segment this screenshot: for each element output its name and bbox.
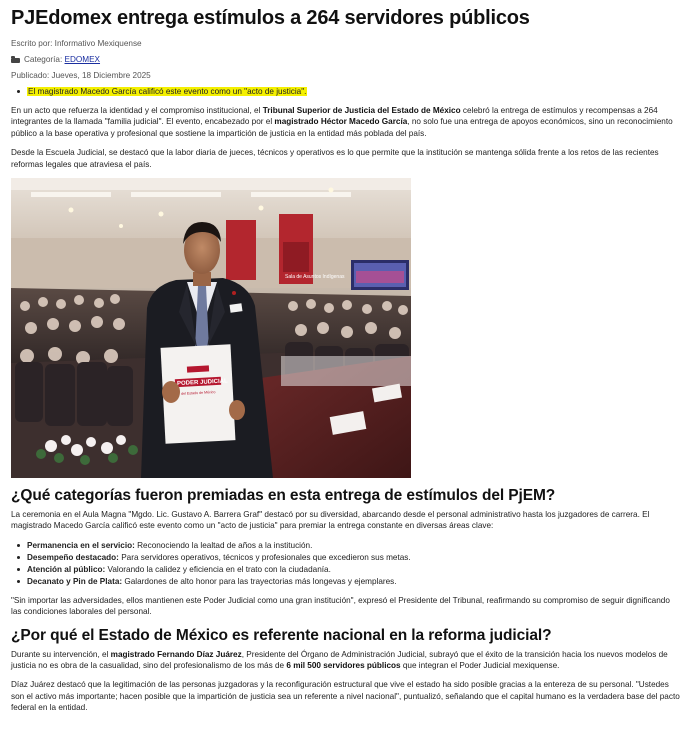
paragraph-quote: "Sin importar las adversidades, ellos mantienen este Poder Judicial como una gran institución", expresó el Presidente del Tribunal, reafirmando su compromiso de seguir dignificando las condiciones laborales del personal. (11, 595, 670, 617)
category-link[interactable]: EDOMEX (64, 55, 101, 64)
folder-icon (11, 56, 20, 63)
categories-list (11, 540, 680, 588)
banner-text: Sala de Asuntos Indígenas (285, 274, 345, 281)
paragraph-legitimation: Díaz Juárez destacó que la legitimación de las personas juzgadoras y la reconfiguración estructural que vive el estado ha sido posible gracias a la entereza de su personal. "Ustedes son el activo más importante; hacen posible que la impartición de justicia sea un referente a nivel nacional", puntualizó, señalando que el capital humano es la verdadera base del pacto federal en la entidad. (11, 680, 680, 713)
folder-subtitle: del Estado de México (180, 390, 216, 396)
article-category (11, 54, 680, 65)
folder-title: PODER JUDICIAL (176, 378, 228, 388)
category-item: Decanato y Pin de Plata: Galardones de alto honor para las trayectorias más longevas y ejemplares. (11, 576, 680, 588)
highlighted-text: El magistrado Macedo García calificó este evento como un "acto de justicia". (28, 87, 307, 96)
ceremony-photo (11, 178, 411, 478)
paragraph-intervention: Durante su intervención, el magistrado Fernando Díaz Juárez, Presidente del Órgano de Administración Judicial, subrayó que el éxito de la transición hacia los nuevos modelos de justicia no es obra de la casualidad, sino del profesionalismo de los más de 6 mil 500 servidores públicos que integran el Poder Judicial mexiquense. (11, 649, 668, 671)
category-item: Permanencia en el servicio: Reconociendo la lealtad de años a la institución. (11, 540, 680, 552)
paragraph-ceremony: La ceremonia en el Aula Magna "Mgdo. Lic. Gustavo A. Barrera Graf" destacó por su diversidad, abarcando desde el personal administrativo hasta los juzgadores de carrera. El magistrado Macedo García calificó este evento como un "acto de justicia" para premiar la entrega constante en diversas áreas clave: (11, 510, 650, 531)
paragraph-intro: En un acto que refuerza la identidad y el compromiso institucional, el Tribunal Superior de Justicia del Estado de México celebró la entrega de estímulos y recompensas a 264 integrantes de la llamada "familia judicial". El evento, encabezado por el magistrado Héctor Macedo García, no solo fue una entrega de apoyos económicos, sino un reconocimiento público a la base operativa y profesional que sostiene la impartición de justicia en la entidad más poblada del país. (11, 106, 673, 138)
category-item: Desempeño destacado: Para servidores operativos, técnicos y profesionales que excedieron sus metas. (11, 552, 680, 564)
article-title: PJEdomex entrega estímulos a 264 servidores públicos (11, 7, 530, 29)
paragraph-school: Desde la Escuela Judicial, se destacó que la labor diaria de jueces, técnicos y operativos es lo que permite que la institución se mantenga sólida frente a los retos de las recientes reformas legales que atraviesa el país. (11, 148, 659, 169)
category-item: Atención al público: Valorando la calidez y eficiencia en el trato con la ciudadanía. (11, 564, 680, 576)
highlight-list (11, 86, 680, 97)
published-date: Publicado: Jueves, 18 Diciembre 2025 (11, 71, 151, 80)
highlight-item (11, 86, 680, 97)
heading-reform: ¿Por qué el Estado de México es referente nacional en la reforma judicial? (11, 626, 552, 644)
heading-categories: ¿Qué categorías fueron premiadas en esta entrega de estímulos del PjEM? (11, 487, 556, 505)
category-label: Categoría: (24, 55, 63, 64)
article-author: Escrito por: Informativo Mexiquense (11, 39, 142, 48)
article-photo (11, 178, 411, 478)
